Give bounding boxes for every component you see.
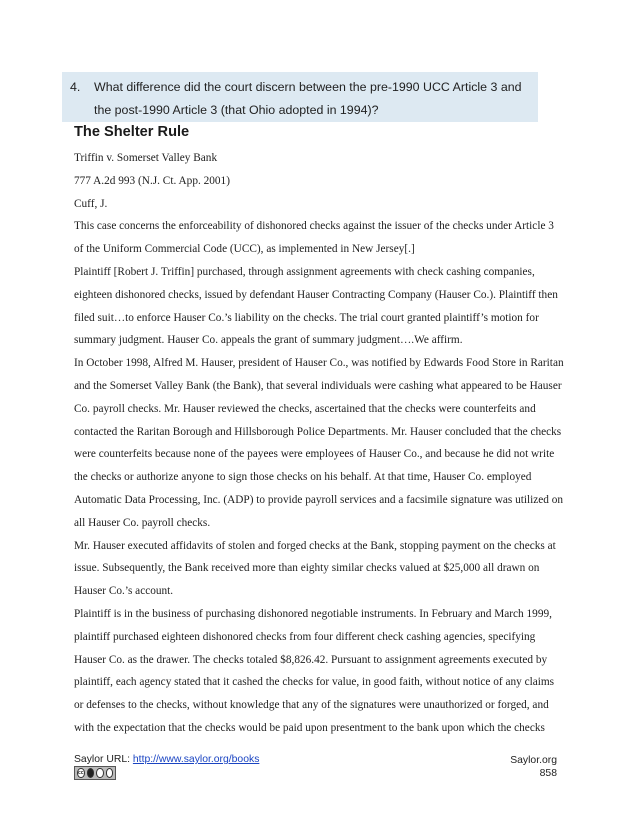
case-body bbox=[74, 147, 566, 740]
question-number: 4. bbox=[70, 80, 81, 94]
section-heading: The Shelter Rule bbox=[74, 124, 190, 140]
case-name: Triffin v. Somerset Valley Bank bbox=[74, 152, 218, 164]
question-text: What difference did the court discern between the pre-1990 UCC Article 3 and the post-1990 Article 3 (that Ohio adopted in 1994)? bbox=[94, 80, 522, 117]
footer-source bbox=[74, 754, 259, 765]
footer-url-label: Saylor URL: bbox=[74, 754, 133, 765]
cc-icon: cc bbox=[78, 770, 84, 776]
case-citation: 777 A.2d 993 (N.J. Ct. App. 2001) bbox=[74, 174, 230, 187]
paragraph: Mr. Hauser executed affidavits of stolen and forged checks at the Bank, stopping payment on the checks at issue. Subsequently, the Bank received more than eighty similar checks valued at $25,000 all drawn on Hauser Co.’s account. bbox=[74, 539, 556, 598]
paragraph: Plaintiff is in the business of purchasing dishonored negotiable instruments. In February and March 1999, plaintiff purchased eighteen dishonored checks from four different check cashing agencies, specifying Hauser Co. as the drawer. The checks totaled $8,826.42. Pursuant to assignment agreements executed by plaintiff, each agency stated that it cashed the checks for value, in good faith, without notice of any claims or defenses to the checks, without knowledge that any of the signatures were unauthorized or forged, and with the expectation that the checks would be paid upon presentment to the bank upon which the checks bbox=[74, 607, 555, 734]
page-number: 858 bbox=[539, 768, 557, 779]
paragraph: Plaintiff [Robert J. Triffin] purchased, through assignment agreements with check cashing companies, eighteen dishonored checks, issued by defendant Hauser Contracting Company (Hauser Co.). Plaintiff then filed suit…to enforce Hauser Co.’s liability on the checks. The trial court granted plaintiff’s motion for summary judgment. Hauser Co. appeals the grant of summary judgment….We affirm. bbox=[74, 265, 558, 347]
paragraph: This case concerns the enforceability of dishonored checks against the issuer of the checks under Article 3 of the Uniform Commercial Code (UCC), as implemented in New Jersey[.] bbox=[74, 220, 554, 256]
paragraph: In October 1998, Alfred M. Hauser, president of Hauser Co., was notified by Edwards Food Store in Raritan and the Somerset Valley Bank (the Bank), that several individuals were cashing what appeared to be Hauser Co. payroll checks. Mr. Hauser reviewed the checks, ascertained that the checks were counterfeits and contacted the Raritan Borough and Hillsborough Police Departments. Mr. Hauser concluded that the checks were counterfeits because none of the payees were employees of Hauser Co., and because he did not write the checks or authorize anyone to sign those checks on his behalf. At that time, Hauser Co. employed Automatic Data Processing, Inc. (ADP) to provide payroll services and a facsimile signature was utilized on all Hauser Co. payroll checks. bbox=[74, 357, 564, 529]
nc-icon bbox=[96, 768, 103, 778]
footer-page-info bbox=[510, 754, 557, 780]
question-box bbox=[62, 72, 538, 122]
footer-site: Saylor.org bbox=[510, 755, 557, 766]
footer-url-link[interactable]: http://www.saylor.org/books bbox=[132, 754, 260, 765]
case-judge: Cuff, J. bbox=[74, 197, 108, 210]
creative-commons-badge-icon bbox=[74, 766, 116, 780]
by-icon bbox=[87, 768, 94, 778]
sa-icon bbox=[106, 768, 113, 778]
